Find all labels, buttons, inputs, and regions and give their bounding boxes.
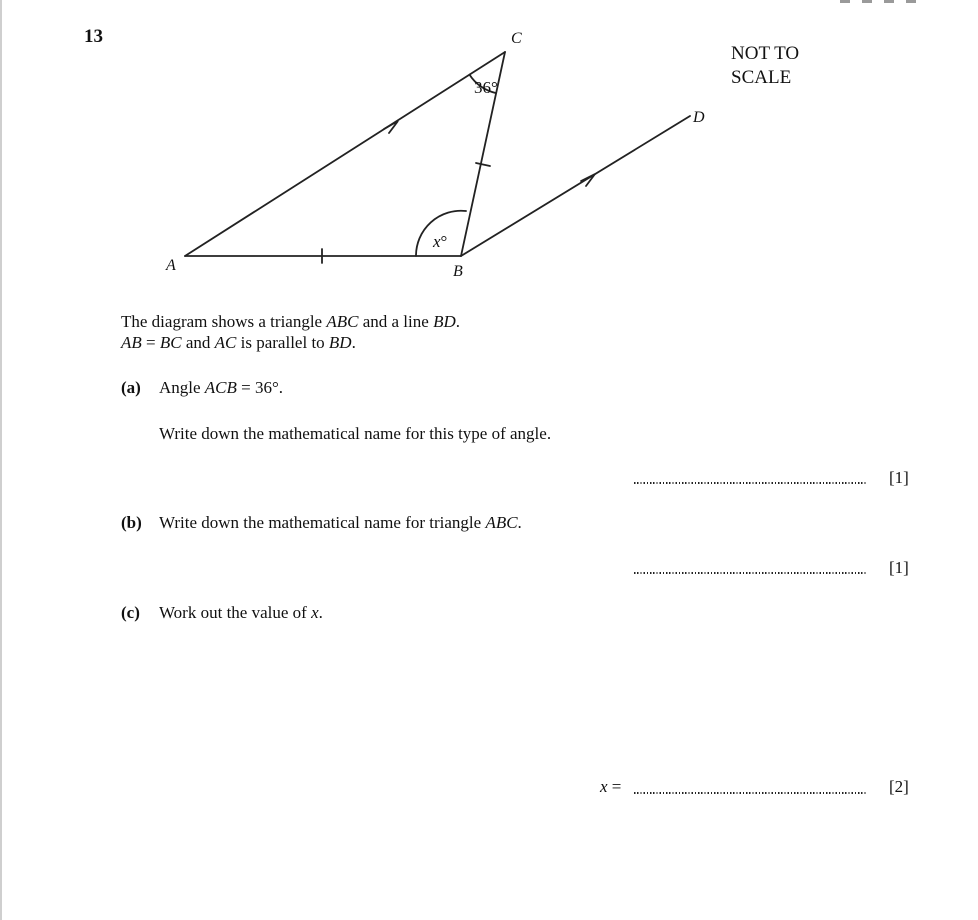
arrow-bd	[581, 174, 595, 186]
triangle-diagram	[0, 0, 978, 300]
part-a-text-pre: Angle	[159, 378, 205, 397]
part-c-text-pre: Work out the value of	[159, 603, 312, 622]
part-c-line	[121, 603, 323, 623]
point-label-b: B	[453, 263, 463, 280]
intro-text-3: .	[455, 312, 460, 331]
intro-eq: =	[141, 333, 160, 352]
angle-label-b-deg: °	[440, 232, 448, 251]
angle-label-b-var: x	[433, 232, 441, 251]
part-b-label: (b)	[121, 513, 142, 532]
marks-a: [1]	[889, 468, 909, 487]
part-a-line	[121, 378, 283, 398]
marks-b: [1]	[889, 558, 909, 577]
angle-label-b	[432, 232, 447, 251]
part-a-instruction: Write down the mathematical name for this type of angle.	[159, 424, 552, 443]
part-b-text-pre: Write down the mathematical name for triangle	[159, 513, 486, 532]
intro-line-2	[121, 333, 356, 353]
intro-parallel: is parallel to	[236, 333, 329, 352]
arrow-ac	[384, 121, 398, 133]
marks-c: [2]	[889, 777, 909, 796]
point-label-c: C	[511, 30, 522, 47]
part-a-acb: ACB	[204, 378, 237, 397]
answer-line-a[interactable]	[634, 482, 866, 484]
part-c-label: (c)	[121, 603, 140, 622]
answer-line-c[interactable]	[634, 792, 866, 794]
not-to-scale-line2: SCALE	[731, 67, 792, 88]
intro-bc: BC	[159, 333, 182, 352]
part-a-label: (a)	[121, 378, 141, 397]
question-number: 13	[84, 26, 103, 47]
line-bd	[461, 116, 690, 256]
intro-bd-2: BD	[328, 333, 352, 352]
angle-label-c: 36°	[474, 78, 498, 97]
tick-bc	[476, 163, 490, 166]
answer-x: x	[600, 777, 608, 796]
part-b-text-post: .	[517, 513, 522, 532]
part-b-abc: ABC	[485, 513, 518, 532]
answer-line-b[interactable]	[634, 572, 866, 574]
intro-ab: AB	[121, 333, 142, 352]
point-label-d: D	[693, 109, 705, 126]
not-to-scale-line1: NOT TO	[731, 43, 800, 64]
part-c-text-post: .	[318, 603, 323, 622]
intro-abc: ABC	[326, 312, 359, 331]
intro-text-2: and a line	[358, 312, 434, 331]
part-a-text-post: = 36°.	[236, 378, 284, 397]
intro-ac: AC	[214, 333, 237, 352]
part-c-x: x	[311, 603, 319, 622]
answer-eq: =	[607, 777, 622, 796]
intro-and: and	[181, 333, 215, 352]
intro-line-1	[121, 312, 460, 332]
part-b-line	[121, 513, 522, 533]
point-label-a: A	[166, 257, 176, 274]
intro-text-1: The diagram shows a triangle	[121, 312, 327, 331]
intro-end: .	[351, 333, 356, 352]
intro-bd: BD	[433, 312, 456, 331]
answer-label-c	[600, 777, 621, 797]
side-ac	[185, 52, 505, 256]
